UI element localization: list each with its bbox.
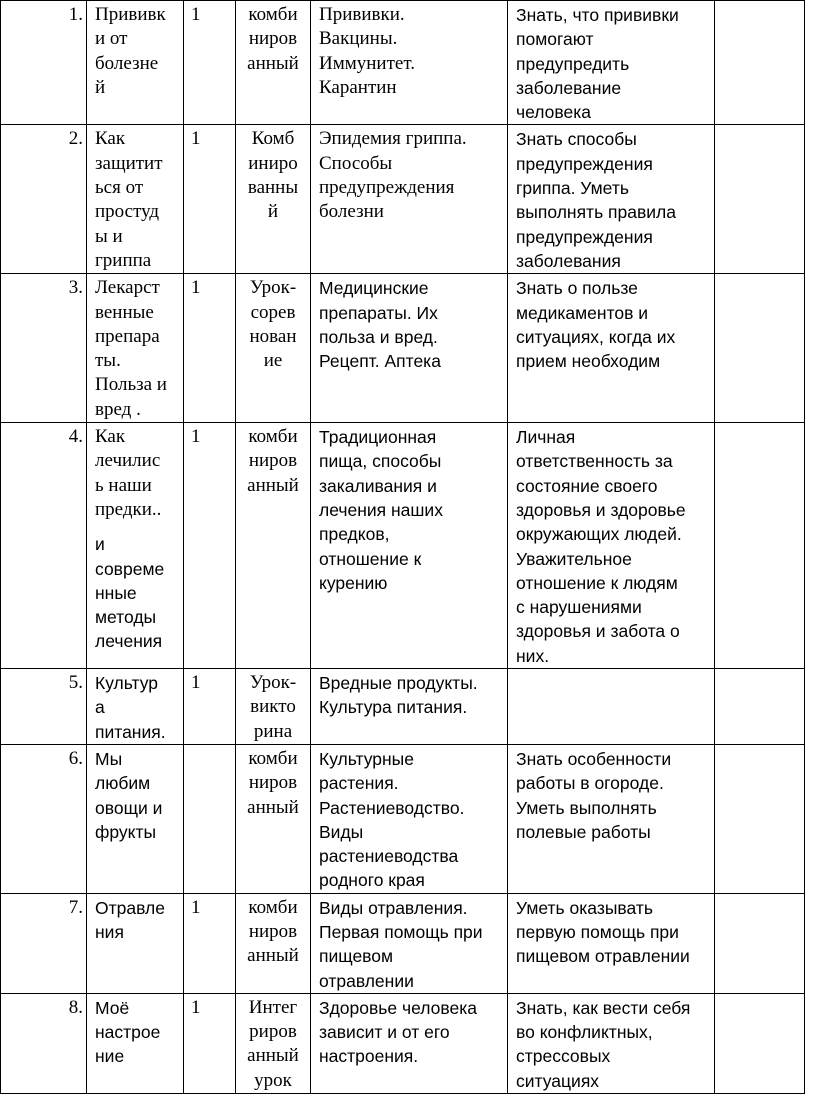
lesson-number: 6. xyxy=(1,744,87,893)
lesson-hours: 1 xyxy=(184,423,236,669)
lesson-topic: Отравле ния xyxy=(87,893,184,993)
lesson-content: Виды отравления. Первая помощь при пищевом отравлении xyxy=(311,893,508,993)
empty-cell xyxy=(715,993,805,1093)
empty-cell xyxy=(715,1,805,125)
lesson-type: комби ниров анный xyxy=(236,893,311,993)
lesson-number: 8. xyxy=(1,993,87,1093)
lesson-hours: 1 xyxy=(184,993,236,1093)
lesson-hours: 1 xyxy=(184,274,236,423)
lesson-number: 1. xyxy=(1,1,87,125)
table-row xyxy=(1,993,805,1093)
lesson-hours: 1 xyxy=(184,1,236,125)
lesson-content: Традиционная пища, способы закаливания и лечения наших предков, отношение к курению xyxy=(311,423,508,669)
lesson-type: комби ниров анный xyxy=(236,423,311,669)
empty-cell xyxy=(715,893,805,993)
lesson-topic: Культур а питания. xyxy=(87,669,184,745)
lesson-hours: 1 xyxy=(184,125,236,274)
lesson-type: комби ниров анный xyxy=(236,744,311,893)
lesson-content: Здоровье человека зависит и от его настроения. xyxy=(311,993,508,1093)
lesson-result xyxy=(508,669,715,745)
table-row xyxy=(1,1,805,125)
lesson-content: Прививки. Вакцины. Иммунитет. Карантин xyxy=(311,1,508,125)
lesson-type: Интег риров анный урок xyxy=(236,993,311,1093)
lesson-hours: 1 xyxy=(184,893,236,993)
lesson-result: Знать способы предупреждения гриппа. Уметь выполнять правила предупреждения заболевания xyxy=(508,125,715,274)
lesson-type: комби ниров анный xyxy=(236,1,311,125)
lesson-number: 3. xyxy=(1,274,87,423)
lesson-topic: Моё настрое ние xyxy=(87,993,184,1093)
lesson-result: Знать особенности работы в огороде. Уметь выполнять полевые работы xyxy=(508,744,715,893)
lesson-content: Эпидемия гриппа. Способы предупреждения болезни xyxy=(311,125,508,274)
empty-cell xyxy=(715,744,805,893)
lesson-result: Знать, как вести себя во конфликтных, стрессовых ситуациях xyxy=(508,993,715,1093)
lesson-content: Медицинские препараты. Их польза и вред. Рецепт. Аптека xyxy=(311,274,508,423)
lesson-number: 2. xyxy=(1,125,87,274)
lesson-hours xyxy=(184,744,236,893)
lesson-topic: Прививк и от болезне й xyxy=(87,1,184,125)
lesson-content: Вредные продукты. Культура питания. xyxy=(311,669,508,745)
lesson-result: Личная ответственность за состояние своего здоровья и здоровье окружающих людей. Уважительное отношение к людям с нарушениями здоровья и забота о них. xyxy=(508,423,715,669)
lesson-content: Культурные растения. Растениеводство. Виды растениеводства родного края xyxy=(311,744,508,893)
table-row xyxy=(1,274,805,423)
table-row xyxy=(1,669,805,745)
lesson-topic: Как защитит ься от простуд ы и гриппа xyxy=(87,125,184,274)
empty-cell xyxy=(715,423,805,669)
lesson-result: Уметь оказывать первую помощь при пищевом отравлении xyxy=(508,893,715,993)
lesson-topic: Лекарст венные препара ты. Польза и вред . xyxy=(87,274,184,423)
table-row xyxy=(1,125,805,274)
empty-cell xyxy=(715,125,805,274)
lesson-result: Знать о пользе медикаментов и ситуациях, когда их прием необходим xyxy=(508,274,715,423)
lesson-topic: Мы любим овощи и фрукты xyxy=(87,744,184,893)
lesson-type: Урок- викто рина xyxy=(236,669,311,745)
lesson-number: 7. xyxy=(1,893,87,993)
lesson-type: Комб иниро ванны й xyxy=(236,125,311,274)
lesson-topic: Как лечилис ь наши предки.. и совреме нные методы лечения xyxy=(87,423,184,669)
table-row xyxy=(1,423,805,669)
lesson-type: Урок- сорев нован ие xyxy=(236,274,311,423)
lesson-number: 4. xyxy=(1,423,87,669)
empty-cell xyxy=(715,669,805,745)
lesson-result: Знать, что прививки помогают предупредить заболевание человека xyxy=(508,1,715,125)
lesson-number: 5. xyxy=(1,669,87,745)
table-row xyxy=(1,744,805,893)
table-row xyxy=(1,893,805,993)
lesson-hours: 1 xyxy=(184,669,236,745)
empty-cell xyxy=(715,274,805,423)
